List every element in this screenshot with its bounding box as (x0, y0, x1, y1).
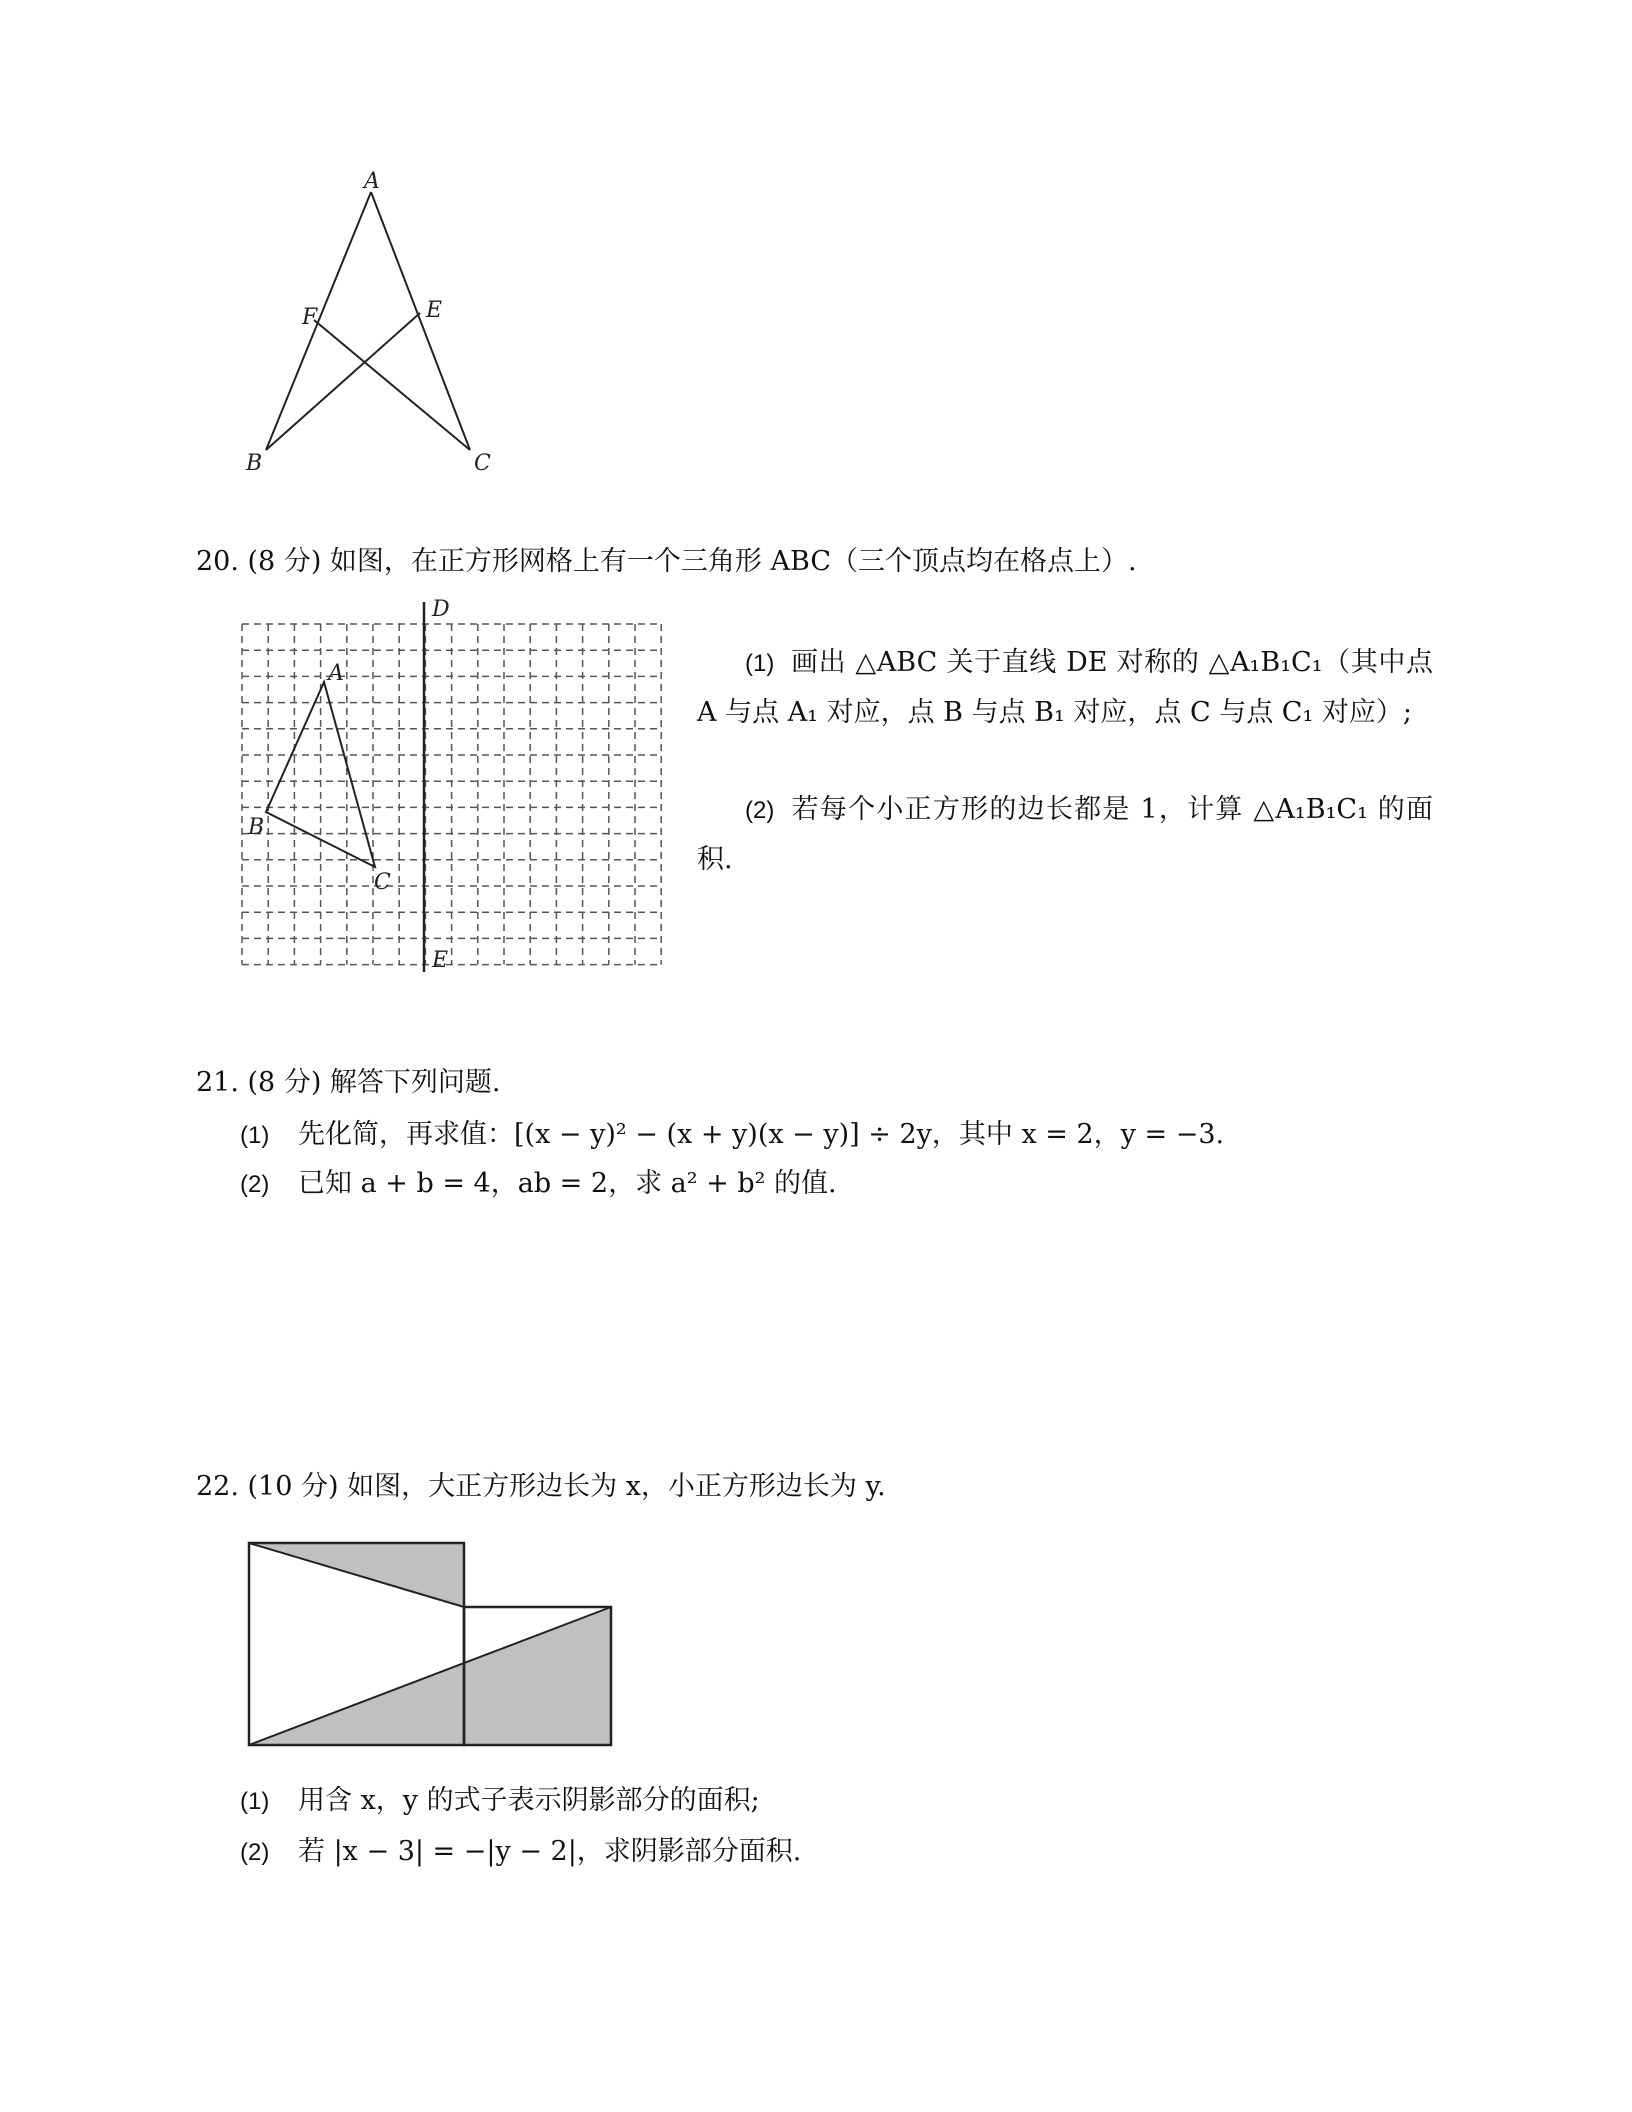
part-number: (1) (240, 1122, 270, 1149)
label-f: F (302, 305, 318, 330)
part-text: 先化简，再求值：[(x − y)² − (x + y)(x − y)] ÷ 2y，其中 x = 2，y = −3. (298, 1119, 1225, 1150)
question-20-header: 20. (8 分) 如图，在正方形网格上有一个三角形 ABC（三个顶点均在格点上）. (196, 546, 1137, 577)
label-e: E (432, 948, 449, 973)
question-21-header: 21. (8 分) 解答下列问题. (196, 1067, 501, 1098)
part-text: 画出 △ABC 关于直线 DE 对称的 △A₁B₁C₁（其中点 A 与点 A₁ 对应，点 B 与点 B₁ 对应，点 C 与点 C₁ 对应）; (697, 647, 1433, 728)
part-number: (2) (240, 1171, 270, 1198)
part-number: (1) (745, 650, 775, 677)
label-a: A (328, 661, 344, 686)
part-text: 若每个小正方形的边长都是 1，计算 △A₁B₁C₁ 的面积. (697, 794, 1433, 875)
part-number: (1) (240, 1788, 270, 1815)
part-text: 若 |x − 3| = −|y − 2|，求阴影部分面积. (298, 1836, 802, 1867)
question-22-part-1 (240, 1784, 760, 1819)
label-e: E (426, 298, 443, 323)
grid-figure-20 (236, 592, 676, 982)
label-d: D (432, 597, 450, 622)
question-22-part-2 (240, 1835, 801, 1870)
part-number: (2) (240, 1839, 270, 1866)
label-b: B (248, 815, 265, 840)
triangle-figure-19 (230, 170, 530, 480)
question-20-part-2 (697, 785, 1433, 884)
part-text: 用含 x，y 的式子表示阴影部分的面积; (298, 1785, 760, 1816)
part-text: 已知 a + b = 4，ab = 2，求 a² + b² 的值. (298, 1168, 837, 1199)
label-b: B (246, 451, 263, 476)
part-number: (2) (745, 797, 775, 824)
question-22-header: 22. (10 分) 如图，大正方形边长为 x，小正方形边长为 y. (196, 1471, 886, 1502)
question-20-part-1 (697, 638, 1433, 737)
label-a: A (364, 169, 380, 194)
question-21-part-2 (240, 1167, 837, 1202)
question-21-part-1 (240, 1118, 1224, 1153)
label-c: C (474, 451, 491, 476)
label-c: C (374, 870, 391, 895)
squares-figure-22 (246, 1540, 616, 1750)
